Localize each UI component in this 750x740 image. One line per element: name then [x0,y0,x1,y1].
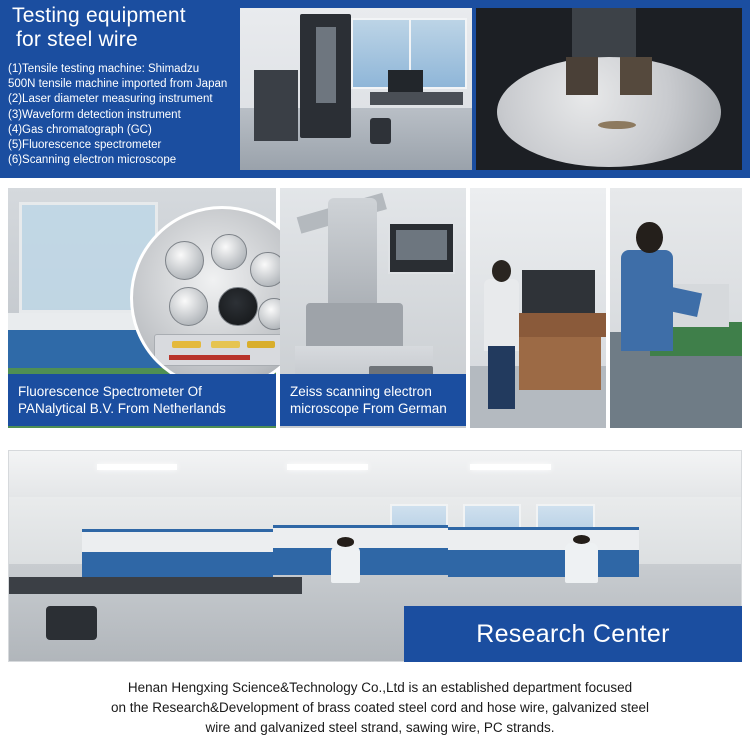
photo-detail-stool [46,606,97,640]
photo-detail-desk [519,337,601,390]
description-line: on the Research&Development of brass coated steel cord and hose wire, galvanized steel [110,700,650,715]
caption-line-1: Zeiss scanning electron [290,384,432,399]
company-description [60,678,700,738]
photo-detail-control-panel [154,334,286,366]
photo-detail-reagent-shelf [273,525,449,548]
technician-testing-sample-photo [610,188,742,428]
photo-detail-instrument [522,270,595,318]
photo-detail-tray [165,241,204,280]
photo-detail-cabinet [254,70,298,141]
photo-detail-sample-right [620,57,652,96]
photo-detail-counter [9,577,302,594]
photo-detail-reagent-shelf [82,529,272,552]
list-item: (5)Fluorescence spectrometer [8,139,162,152]
photo-detail-strip [169,355,251,360]
photo-detail-person-coat [331,546,360,584]
fluorescence-caption [8,374,276,426]
photo-detail-person-head [492,260,511,282]
photo-detail-person-legs [488,346,515,408]
photo-detail-ceiling [9,451,741,497]
sem-caption [280,374,466,426]
title-line-1: Testing equipment [12,4,186,27]
caption-line-2: PANalytical B.V. From Netherlands [18,401,226,416]
photo-detail-chamber [306,303,403,351]
photo-detail-head [572,8,636,60]
photo-detail-indicator [211,341,239,348]
photo-detail-tray [211,234,247,270]
caption-line-1: Fluorescence Spectrometer Of [18,384,202,399]
photo-detail-machine [300,14,351,137]
list-item: (4)Gas chromatograph (GC) [8,123,152,136]
top-banner [0,0,750,178]
tensile-machine-photo [240,8,472,170]
photo-detail-stage [497,57,720,167]
photo-detail-desk [370,92,463,105]
photo-detail-sample-left [566,57,598,96]
description-line: Henan Hengxing Science&Technology Co.,Ltd is an established department focused [127,680,633,695]
list-item: (1)Tensile testing machine: Shimadzu [8,63,200,75]
photo-detail-person-body [484,279,519,351]
technician-operating-instrument-photo [470,188,606,428]
caption-line-2: microscope From German [290,401,447,416]
photo-detail-lab-bench [273,548,449,575]
photo-detail-tray [218,287,257,326]
list-item: 500N tensile machine imported from Japan [8,78,228,91]
photo-detail-column [328,198,376,318]
page-title [12,4,238,52]
list-item: (2)Laser diameter measuring instrument [8,93,213,106]
photo-detail-reagent-shelf [448,527,638,550]
title-line-2: for steel wire [16,28,138,51]
photo-detail-tray [169,287,208,326]
description-line: wire and galvanized steel strand, sawing wire, PC strands. [205,720,555,735]
photo-detail-ceiling-light [97,464,178,470]
list-item: (3)Waveform detection instrument [8,108,181,121]
photo-detail-person-head [636,222,662,253]
photo-detail-indicator [247,341,275,348]
research-center-banner [404,606,742,662]
photo-detail-monitor [388,222,455,275]
photo-detail-ceiling-light [287,464,368,470]
measuring-instrument-photo [476,8,742,170]
equipment-list [8,62,244,168]
photo-detail-bench [511,313,606,337]
photo-detail-person-coat [565,543,598,583]
photo-detail-ceiling-light [470,464,551,470]
research-center-label: Research Center [476,619,670,648]
photo-detail-stool [370,118,391,144]
photo-detail-indicator [172,341,200,348]
list-item: (6)Scanning electron microscope [8,154,177,167]
photo-detail-person-head [337,537,355,546]
photo-detail-lab-bench [448,550,638,577]
photo-detail-monitor [388,70,423,93]
